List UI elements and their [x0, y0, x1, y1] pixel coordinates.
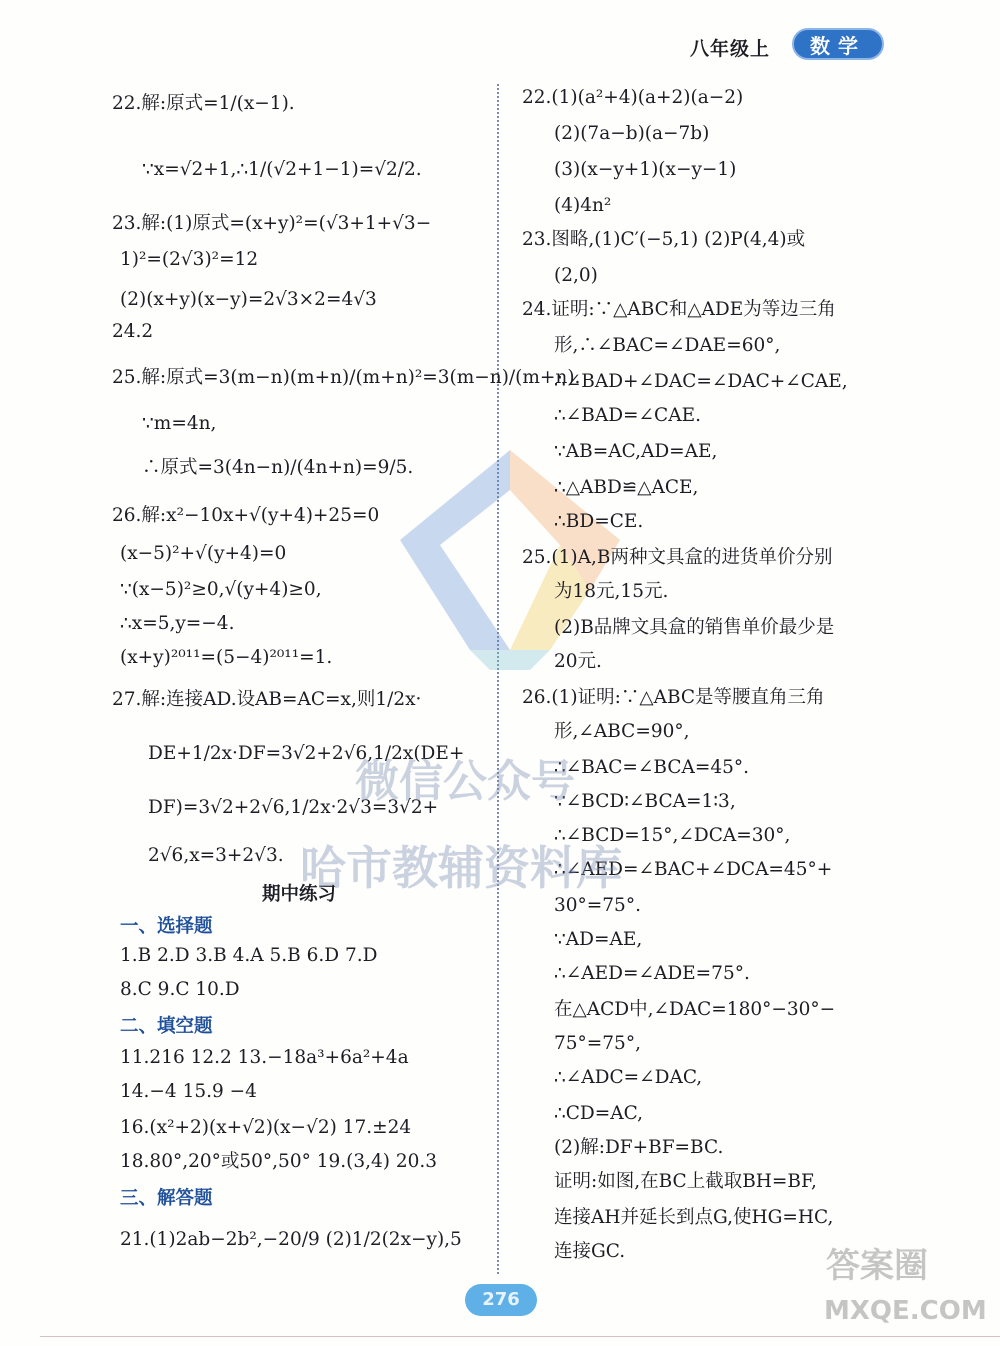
answer-line: 23.解:(1)原式=(x+y)²=(√3+1+√3−	[112, 213, 432, 234]
answer-line: 23.图略,(1)C′(−5,1) (2)P(4,4)或	[522, 229, 806, 250]
answer-line: 26.解:x²−10x+√(y+4)+25=0	[112, 505, 380, 526]
answer-line: 16.(x²+2)(x+√2)(x−√2) 17.±24	[120, 1117, 412, 1138]
answer-line: (x+y)²⁰¹¹=(5−4)²⁰¹¹=1.	[120, 647, 333, 668]
page-number: 276	[465, 1284, 537, 1316]
answer-line: ∵AB=AC,AD=AE,	[554, 441, 718, 462]
answer-line: ∵x=√2+1,∴1/(√2+1−1)=√2/2.	[142, 159, 422, 180]
answer-line: ∴∠AED=∠ADE=75°.	[554, 963, 750, 984]
answer-line: (4)4n²	[554, 195, 612, 216]
answer-line: ∴CD=AC,	[554, 1103, 643, 1124]
watermark-line2: 哈市教辅资料库	[300, 841, 622, 895]
answer-line: ∴BD=CE.	[554, 511, 644, 532]
answer-line: 1)²=(2√3)²=12	[120, 249, 259, 270]
answer-line: 75°=75°,	[554, 1033, 641, 1054]
answer-line: 为18元,15元.	[554, 581, 669, 602]
answer-line: (3)(x−y+1)(x−y−1)	[554, 159, 737, 180]
site-watermark-url: MXQE.COM	[824, 1296, 987, 1326]
answer-line: 22.(1)(a²+4)(a+2)(a−2)	[522, 87, 744, 108]
answer-line: ∵(x−5)²≥0,√(y+4)≥0,	[120, 579, 322, 600]
answer-line: ∴∠BAD+∠DAC=∠DAC+∠CAE,	[554, 371, 848, 392]
answer-line: ∵m=4n,	[142, 413, 217, 434]
answer-line: (x−5)²+√(y+4)=0	[120, 543, 287, 564]
answer-line: 30°=75°.	[554, 895, 641, 916]
answer-line: 8.C 9.C 10.D	[120, 979, 240, 1000]
answer-line: ∴∠ADC=∠DAC,	[554, 1067, 703, 1088]
answer-line: 在△ACD中,∠DAC=180°−30°−	[554, 999, 836, 1020]
answer-line: 24.证明:∵△ABC和△ADE为等边三角	[522, 299, 836, 320]
answer-line: 11.216 12.2 13.−18a³+6a²+4a	[120, 1047, 409, 1068]
answer-line: ∵∠BCD∶∠BCA=1∶3,	[554, 791, 736, 812]
answer-line: 24.2	[112, 321, 154, 342]
answer-line: ∴∠BAD=∠CAE.	[554, 405, 701, 426]
answer-line: ∴x=5,y=−4.	[120, 613, 235, 634]
answer-line: 22.解:原式=1/(x−1).	[112, 93, 295, 114]
subject-badge: 数学	[792, 28, 884, 60]
answer-line: 形,∴∠BAC=∠DAE=60°,	[554, 335, 781, 356]
answer-line: ∴原式=3(4n−n)/(4n+n)=9/5.	[142, 457, 414, 478]
answer-line: ∴△ABD≌△ACE,	[554, 477, 699, 498]
answer-line: ∴∠BCD=15°,∠DCA=30°,	[554, 825, 791, 846]
answer-line: 14.−4 15.9 −4	[120, 1081, 257, 1102]
answer-line: (2)解:DF+BF=BC.	[554, 1137, 724, 1158]
answer-line: 21.(1)2ab−2b²,−20/9 (2)1/2(2x−y),5	[120, 1229, 462, 1250]
answer-line: 20元.	[554, 651, 602, 672]
site-watermark-cn: 答案圈	[826, 1246, 928, 1286]
answer-line: DE+1/2x·DF=3√2+2√6,1/2x(DE+	[148, 743, 465, 764]
answer-line: 1.B 2.D 3.B 4.A 5.B 6.D 7.D	[120, 945, 378, 966]
answer-line: ∴∠BAC=∠BCA=45°.	[554, 757, 750, 778]
answer-line: 形,∠ABC=90°,	[554, 721, 690, 742]
chapter-title: 期中练习	[262, 884, 337, 905]
answer-line: 连接GC.	[554, 1241, 626, 1262]
answer-line: DF)=3√2+2√6,1/2x·2√3=3√2+	[148, 797, 439, 818]
answer-line: (2)(x+y)(x−y)=2√3×2=4√3	[120, 289, 377, 310]
answer-line: 连接AH并延长到点G,使HG=HC,	[554, 1207, 834, 1228]
site-watermark	[820, 1232, 1000, 1342]
answer-line: (2,0)	[554, 265, 598, 286]
answer-line: 证明:如图,在BC上截取BH=BF,	[554, 1171, 817, 1192]
answer-line: 25.解:原式=3(m−n)(m+n)/(m+n)²=3(m−n)/(m+n).	[112, 367, 581, 388]
answer-line: 25.(1)A,B两种文具盒的进货单价分别	[522, 547, 833, 568]
answer-line: (2)B品牌文具盒的销售单价最少是	[554, 617, 835, 638]
answer-line: 2√6,x=3+2√3.	[148, 845, 284, 866]
answer-line: ∵AD=AE,	[554, 929, 643, 950]
answer-line: ∴∠AED=∠BAC+∠DCA=45°+	[554, 859, 833, 880]
watermark-line1: 微信公众号	[355, 756, 575, 807]
answer-line: (2)(7a−b)(a−7b)	[554, 123, 710, 144]
footer-rule	[40, 1336, 1000, 1337]
section-heading: 一、选择题	[120, 916, 213, 937]
answer-line: 27.解:连接AD.设AB=AC=x,则1/2x·	[112, 689, 422, 710]
grade-label: 八年级上	[690, 38, 771, 60]
section-heading: 二、填空题	[120, 1016, 213, 1037]
section-heading: 三、解答题	[120, 1188, 213, 1209]
answer-line: 26.(1)证明:∵△ABC是等腰直角三角	[522, 687, 825, 708]
answer-line: 18.80°,20°或50°,50° 19.(3,4) 20.3	[120, 1151, 438, 1172]
